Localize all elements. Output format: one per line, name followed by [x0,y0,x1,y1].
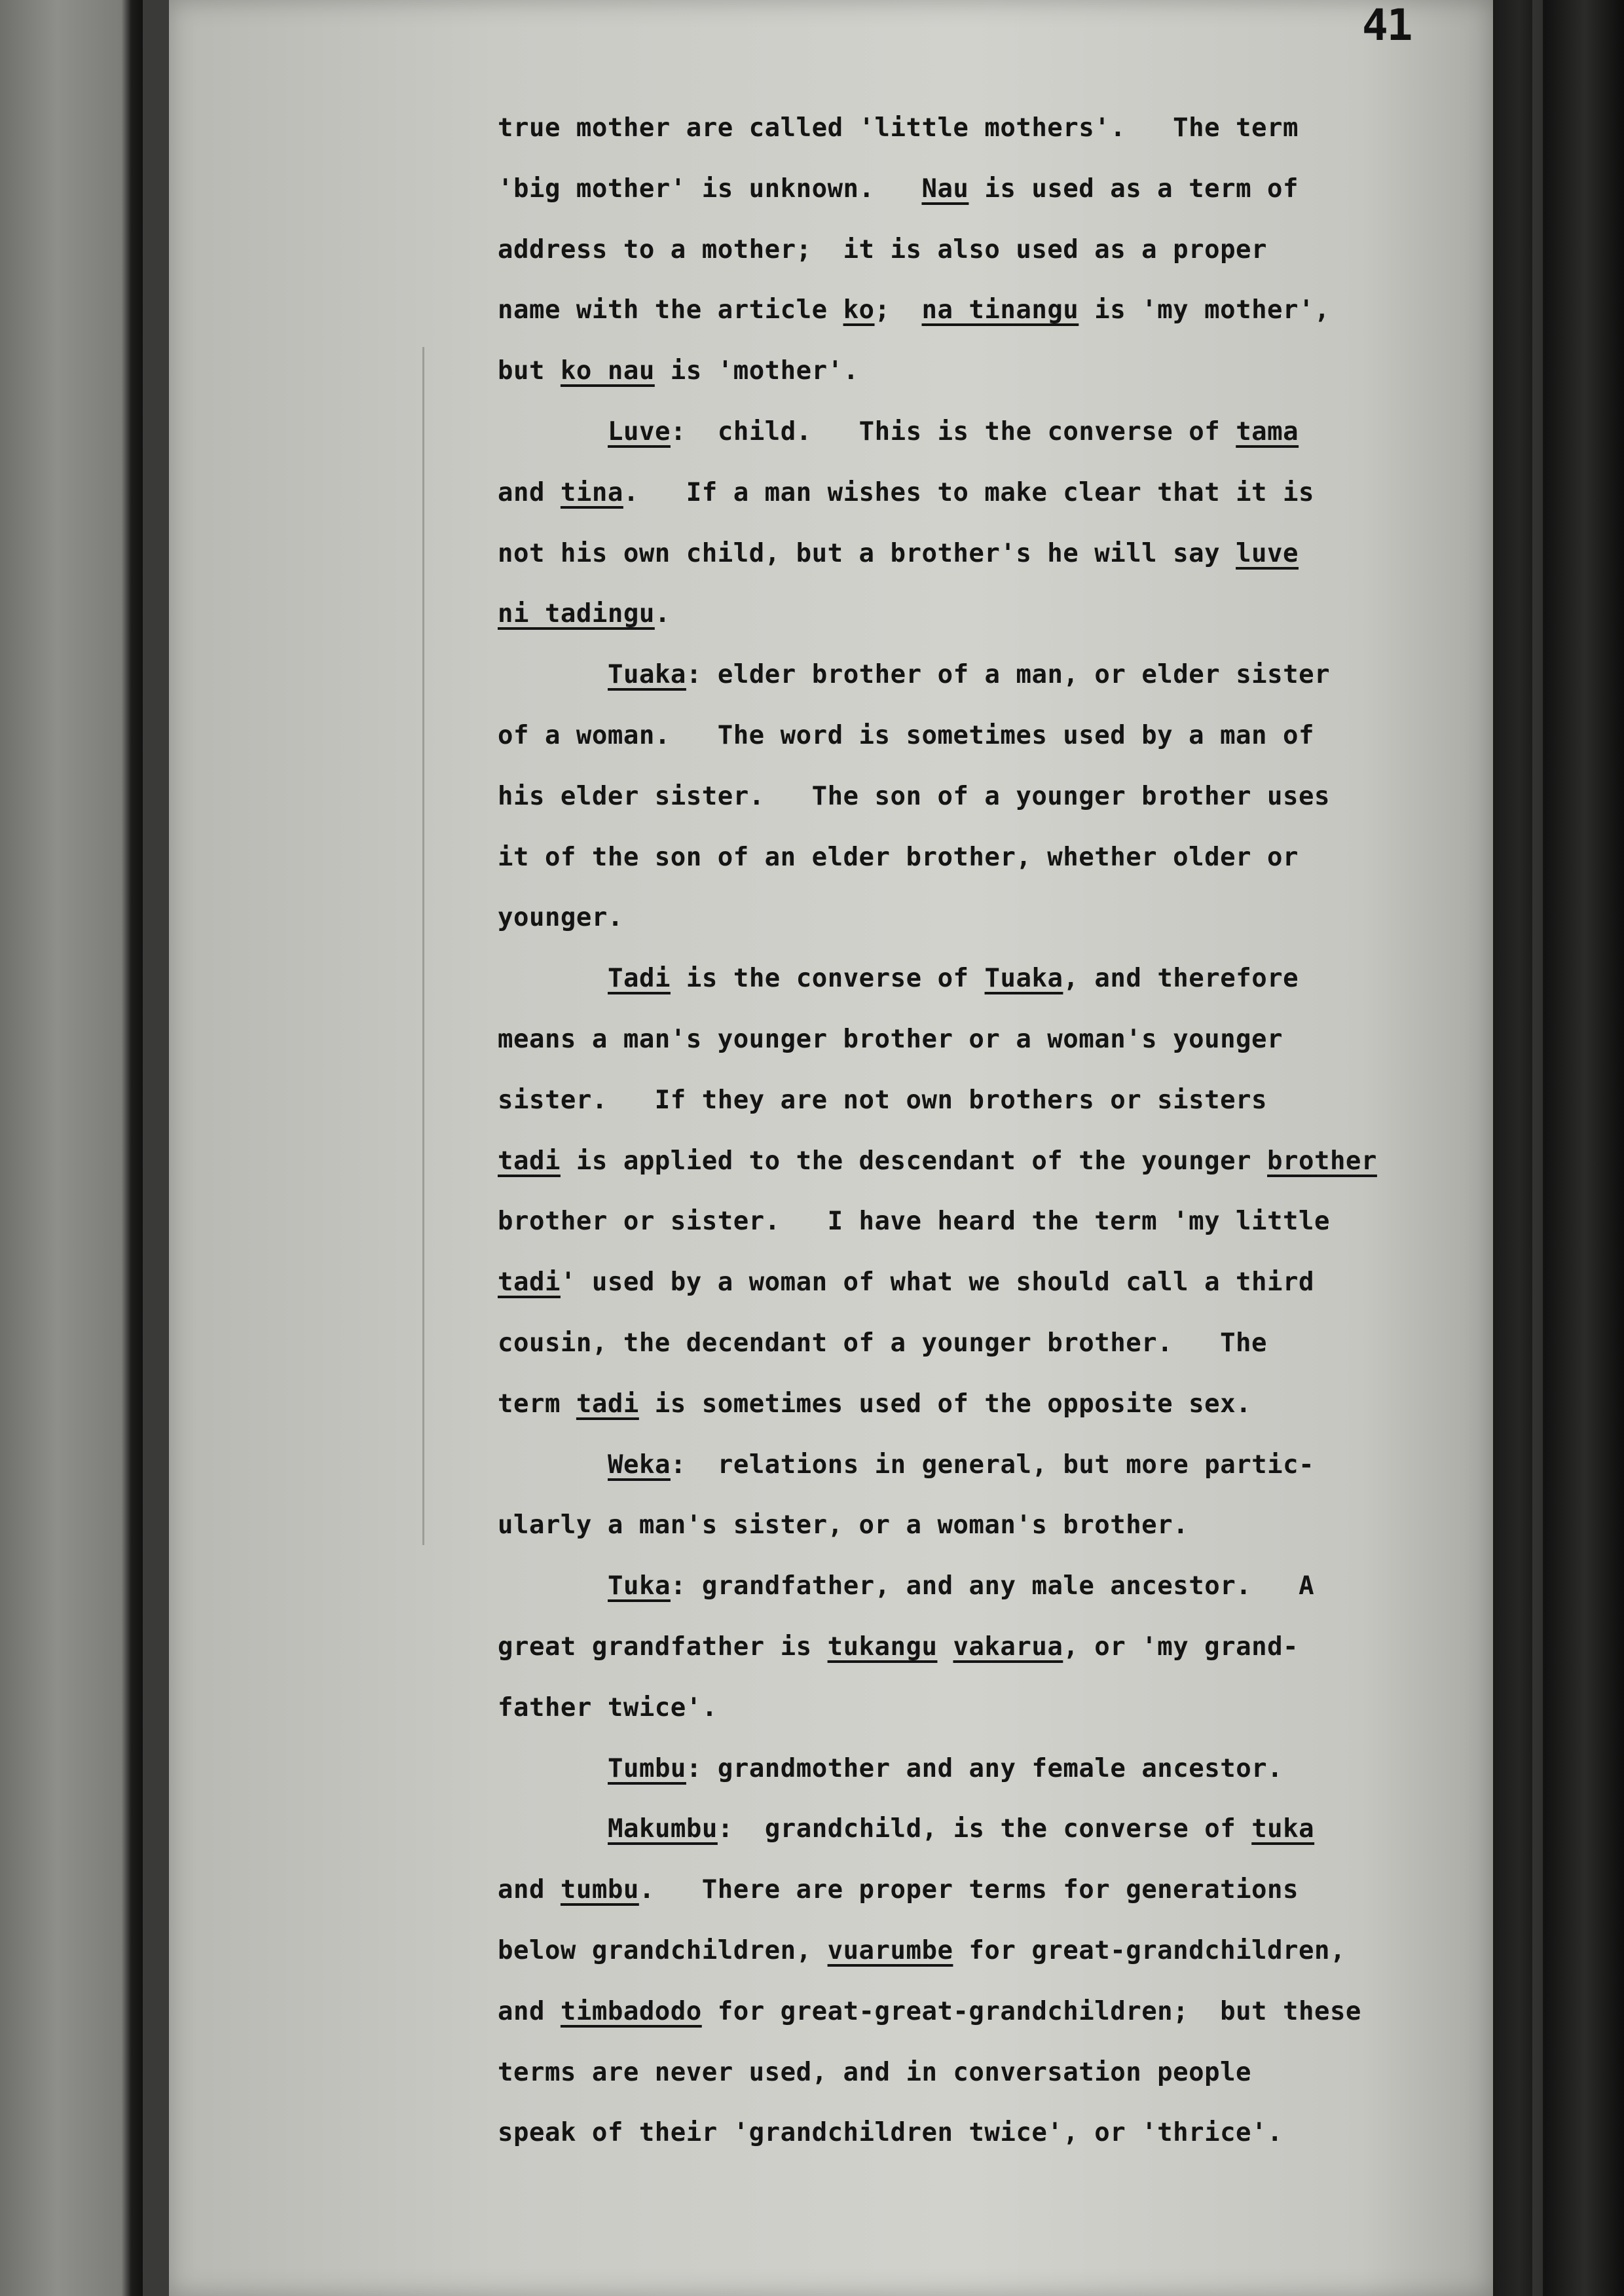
binding-stripe [1532,0,1543,2296]
underlined-term: ni tadingu [498,599,655,629]
text-line [498,1374,1493,1435]
text-line [498,1556,1493,1617]
text-line [498,220,1493,281]
text-segment: for great-great-grandchildren; but these [701,1996,1361,2026]
text-segment: and [498,477,561,507]
text-segment: father twice'. [498,1692,718,1722]
text-segment: ' used by a woman of what we should call a third [560,1267,1314,1298]
text-line [498,1131,1493,1192]
text-segment: : relations in general, but more partic- [670,1449,1315,1480]
text-segment: means a man's younger brother or a woman's younger [498,1024,1283,1054]
text-line [498,1860,1493,1921]
text-segment: true mother are called 'little mothers'. The term [498,113,1299,143]
text-segment: address to a mother; it is also used as a proper [498,234,1268,264]
underlined-term: Luve [608,416,671,446]
book-binding [1493,0,1624,2296]
page-number: 41 [1362,0,1412,50]
text-segment: ularly a man's sister, or a woman's brother. [498,1510,1189,1540]
text-segment: . There are proper terms for generations [638,1875,1299,1905]
text-segment: is sometimes used of the opposite sex. [638,1389,1252,1419]
text-segment: is the converse of [670,964,985,994]
text-line [498,524,1493,585]
underlined-term: Tumbu [608,1753,686,1783]
underlined-term: tukangu [827,1631,938,1662]
underlined-term: tumbu [560,1875,639,1905]
underlined-term: Nau [921,173,969,204]
underlined-term: Tuaka [608,660,686,690]
text-segment [937,1632,953,1662]
text-segment: great grandfather is [498,1631,828,1662]
text-segment: sister. If they are not own brothers or sisters [498,1085,1268,1115]
text-line [498,767,1493,828]
text-segment: , and therefore [1063,964,1299,994]
text-segment: term [498,1389,576,1419]
text-segment: 'big mother' is unknown. [498,173,922,204]
text-line [498,1435,1493,1496]
text-segment: is used as a term of [969,173,1299,204]
text-segment: . [654,599,671,629]
underlined-term: ko nau [560,356,655,386]
text-segment: : child. This is the converse of [670,416,1236,446]
text-segment: it of the son of an elder brother, whether older or [498,842,1299,872]
text-segment: is 'my mother', [1079,295,1330,325]
text-line [498,1010,1493,1070]
text-segment: , or 'my grand- [1063,1631,1299,1662]
typescript-text [498,98,1493,2164]
text-segment: terms are never used, and in conversation people [498,2057,1252,2087]
text-line [498,828,1493,888]
underlined-term: Tuka [608,1571,671,1601]
text-segment: younger. [498,903,623,933]
underlined-term: vuarumbe [827,1935,953,1965]
underlined-term: brother [1267,1146,1377,1176]
text-line [498,645,1493,706]
underlined-term: tuka [1251,1814,1315,1844]
margin-rule [422,347,424,1545]
text-segment: below grandchildren, [498,1935,828,1965]
text-segment: ; [874,295,922,325]
underlined-term: vakarua [953,1631,1063,1662]
text-line [498,1739,1493,1800]
text-segment: : grandfather, and any male ancestor. A [670,1571,1315,1601]
text-line [498,584,1493,645]
text-line [498,2103,1493,2164]
text-line [498,1921,1493,1982]
underlined-term: tadi [576,1389,639,1419]
underlined-term: Tuaka [984,964,1063,994]
text-line [498,949,1493,1010]
underlined-term: tama [1236,416,1299,446]
underlined-term: Tadi [608,964,671,994]
text-line [498,98,1493,159]
text-line [498,280,1493,341]
text-segment: is applied to the descendant of the younger [560,1146,1268,1176]
text-segment: and [498,1996,561,2026]
text-line [498,1678,1493,1739]
text-segment: but [498,356,561,386]
underlined-term: timbadodo [560,1996,702,2026]
left-page-edge [0,0,143,2296]
underlined-term: ko [843,295,875,325]
text-line [498,1982,1493,2043]
text-segment: brother or sister. I have heard the term 'my little [498,1207,1330,1237]
underlined-term: tina [560,477,623,507]
text-segment: his elder sister. The son of a younger brother uses [498,781,1330,811]
text-line [498,1617,1493,1678]
text-segment: is 'mother'. [654,356,859,386]
underlined-term: luve [1236,538,1299,568]
text-segment: of a woman. The word is sometimes used by a man of [498,720,1314,750]
underlined-term: tadi [498,1146,561,1176]
text-line [498,1799,1493,1860]
text-line [498,159,1493,220]
text-segment: : grandchild, is the converse of [717,1814,1252,1844]
text-line [498,1252,1493,1313]
text-line [498,463,1493,524]
underlined-term: na tinangu [921,295,1079,325]
underlined-term: Weka [608,1449,671,1480]
text-line [498,1313,1493,1374]
text-segment: name with the article [498,295,843,325]
text-line [498,888,1493,949]
text-line [498,402,1493,463]
text-segment: : grandmother and any female ancestor. [686,1753,1283,1783]
text-line [498,1495,1493,1556]
text-segment: and [498,1875,561,1905]
text-segment: speak of their 'grandchildren twice', or 'thrice'. [498,2118,1283,2148]
text-segment: for great-grandchildren, [953,1935,1346,1965]
underlined-term: tadi [498,1267,561,1298]
text-line [498,1192,1493,1252]
text-segment: cousin, the decendant of a younger brother. The [498,1328,1268,1358]
text-segment: not his own child, but a brother's he will say [498,538,1236,568]
text-line [498,1070,1493,1131]
text-line [498,2043,1493,2104]
text-segment: : elder brother of a man, or elder sister [686,660,1331,690]
text-line [498,341,1493,402]
text-line [498,706,1493,767]
underlined-term: Makumbu [608,1814,718,1844]
text-segment: . If a man wishes to make clear that it is [623,477,1314,507]
